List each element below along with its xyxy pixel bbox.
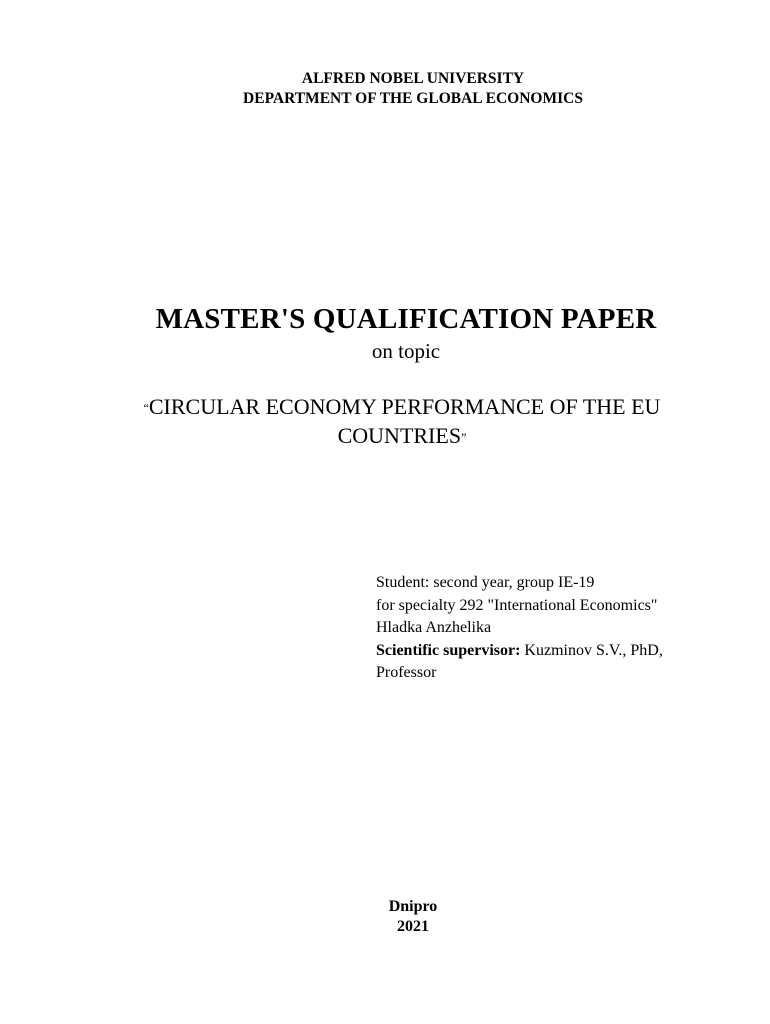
supervisor-name: Kuzminov S.V., PhD,: [520, 641, 663, 659]
student-name: Hladka Anzhelika: [376, 619, 492, 636]
year: 2021: [397, 918, 429, 935]
university-name: ALFRED NOBEL UNIVERSITY: [301, 70, 525, 87]
topic-text-1: CIRCULAR ECONOMY PERFORMANCE OF THE EU: [148, 394, 661, 419]
close-quote: ”: [461, 430, 467, 444]
header-block: [0, 69, 770, 109]
topic-text-2: COUNTRIES: [337, 423, 462, 448]
supervisor-line: [376, 640, 663, 663]
city: Dnipro: [388, 898, 438, 915]
footer-block: [0, 897, 770, 937]
student-info-block: [376, 572, 663, 685]
topic-line-1: [0, 393, 770, 422]
topic-line-2: [0, 422, 770, 451]
page-title: MASTER'S QUALIFICATION PAPER: [155, 303, 657, 335]
topic-block: [0, 393, 770, 451]
supervisor-title: Professor: [376, 664, 437, 681]
supervisor-label: Scientific supervisor:: [376, 641, 521, 659]
open-quote: “: [143, 401, 149, 415]
department-name: DEPARTMENT OF THE GLOBAL ECONOMICS: [243, 90, 583, 107]
page-subtitle: on topic: [371, 339, 441, 363]
title-block: [0, 300, 770, 364]
student-year-group: Student: second year, group IE-19: [376, 574, 595, 591]
student-specialty: for specialty 292 "International Economics": [376, 596, 658, 614]
